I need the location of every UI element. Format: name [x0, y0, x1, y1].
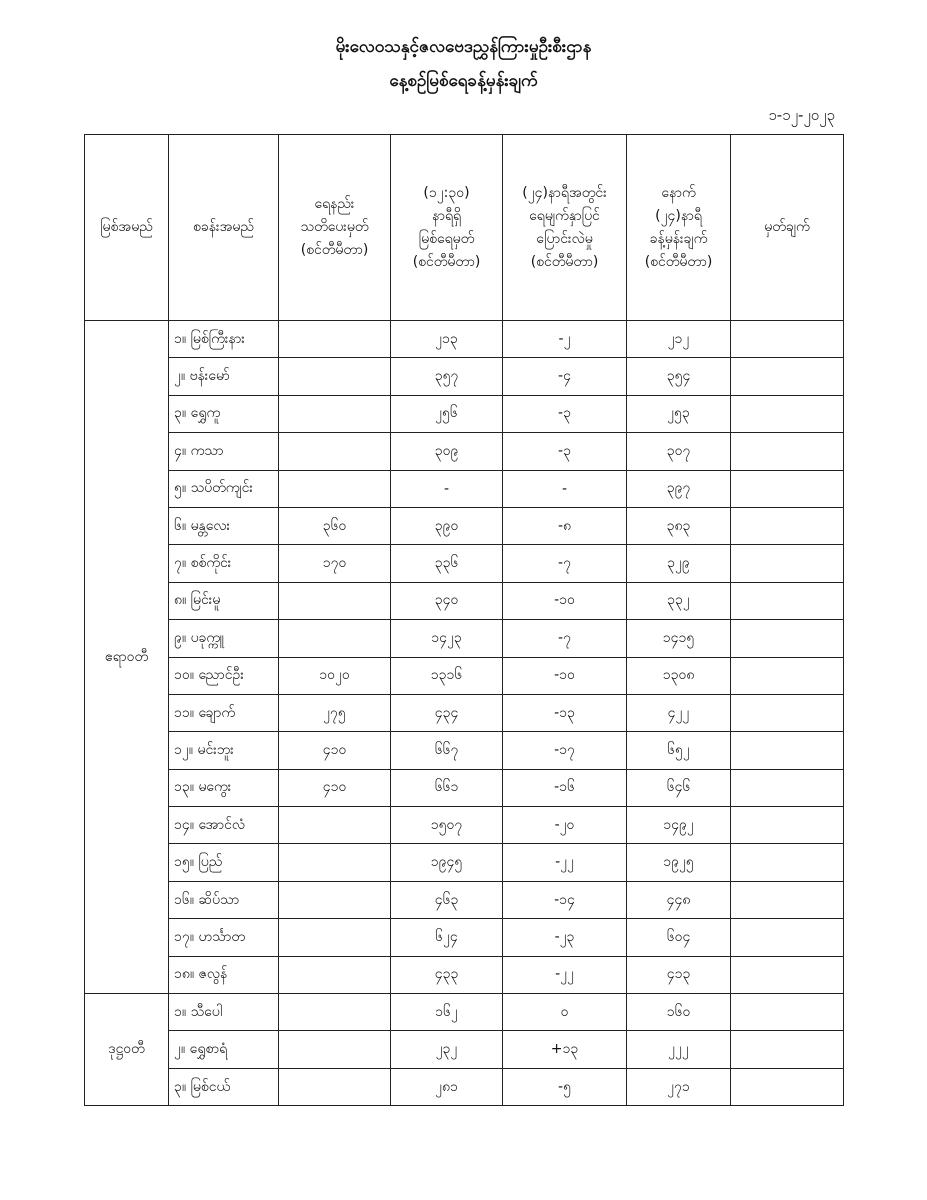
cell-warning: ၄၁၀ [279, 732, 391, 769]
cell-forecast: ၃၃၂ [627, 582, 731, 619]
table-row [85, 582, 844, 619]
cell-forecast: ၃၉၇ [627, 470, 731, 507]
table-row [85, 994, 844, 1031]
cell-level: ၆၆၁ [391, 769, 503, 806]
column-header [169, 135, 279, 321]
cell-station: ၂။ ဗန်းမော် [169, 358, 279, 395]
header-row [85, 135, 844, 321]
cell-change: -၁၀ [503, 657, 627, 694]
cell-warning [279, 994, 391, 1031]
cell-change: -၄ [503, 358, 627, 395]
column-header [503, 135, 627, 321]
cell-level: ၃၉၀ [391, 507, 503, 544]
cell-change: -၁၆ [503, 769, 627, 806]
cell-station: ၁၀။ ညောင်ဦး [169, 657, 279, 694]
cell-forecast: ၃၈၃ [627, 507, 731, 544]
cell-station: ၁။ သီပေါ [169, 994, 279, 1031]
cell-remark [731, 844, 844, 881]
table-row [85, 694, 844, 731]
cell-station: ၆။ မန္တလေး [169, 507, 279, 544]
cell-station: ၁၁။ ချောက် [169, 694, 279, 731]
cell-change: -၃ [503, 433, 627, 470]
cell-station: ၅။ သပိတ်ကျင်း [169, 470, 279, 507]
cell-change: - [503, 470, 627, 507]
cell-remark [731, 582, 844, 619]
cell-remark [731, 956, 844, 993]
cell-forecast: ၂၂၂ [627, 1031, 731, 1068]
cell-station: ၁၃။ မကွေး [169, 769, 279, 806]
cell-change: -၂၂ [503, 956, 627, 993]
column-header-line: ပြောင်းလဲမှု [536, 230, 593, 247]
cell-remark [731, 881, 844, 918]
cell-level: ၃၅၇ [391, 358, 503, 395]
column-header-line: နာရီရှိ [431, 207, 462, 224]
cell-station: ၄။ ကသာ [169, 433, 279, 470]
cell-change: -၁၄ [503, 881, 627, 918]
cell-level: ၃၃၆ [391, 545, 503, 582]
cell-station: ၁၇။ ဟင်္သာတ [169, 919, 279, 956]
cell-level: ၂၈၁ [391, 1068, 503, 1105]
cell-remark [731, 358, 844, 395]
column-header-line: မှတ်ချက် [764, 219, 810, 235]
cell-level: ၂၃၂ [391, 1031, 503, 1068]
cell-level: ၂၁၃ [391, 321, 503, 358]
column-header [391, 135, 503, 321]
river-level-table [84, 134, 844, 1106]
cell-change: -၃ [503, 395, 627, 432]
cell-warning [279, 321, 391, 358]
cell-forecast: ၁၄၉၂ [627, 807, 731, 844]
cell-forecast: ၁၄၁၅ [627, 620, 731, 657]
cell-warning [279, 1031, 391, 1068]
cell-change: -၁၀ [503, 582, 627, 619]
cell-change: -၁၃ [503, 694, 627, 731]
cell-remark [731, 470, 844, 507]
cell-remark [731, 769, 844, 806]
cell-change: -၈ [503, 507, 627, 544]
column-header-line: ရေနည်း [314, 196, 355, 212]
column-header-line: (စင်တီမီတာ) [644, 253, 713, 270]
cell-station: ၁၂။ မင်းဘူး [169, 732, 279, 769]
cell-warning: ၃၆၀ [279, 507, 391, 544]
table-row [85, 1068, 844, 1105]
cell-remark [731, 433, 844, 470]
cell-warning [279, 582, 391, 619]
river-name: ဧရာဝတီ [85, 321, 169, 994]
cell-change: +၁၃ [503, 1031, 627, 1068]
report-date: ၁-၁၂-၂၀၂၃ [768, 106, 835, 124]
cell-remark [731, 507, 844, 544]
cell-station: ၂။ ရွှေစာရံ [169, 1031, 279, 1068]
column-header-line: စခန်းအမည် [193, 219, 254, 235]
cell-forecast: ၃၂၉ [627, 545, 731, 582]
table-row [85, 956, 844, 993]
cell-remark [731, 321, 844, 358]
cell-level: - [391, 470, 503, 507]
cell-change: -၅ [503, 1068, 627, 1105]
document-title: မိုးလေဝသနှင့်ဇလဗေဒညွှန်ကြားမှုဦးစီးဌာန [335, 37, 592, 57]
cell-level: ၄၃၄ [391, 694, 503, 731]
cell-station: ၁၈။ ဇလွန် [169, 956, 279, 993]
cell-remark [731, 694, 844, 731]
cell-change: -၂၂ [503, 844, 627, 881]
column-header [85, 135, 169, 321]
document-subtitle: နေ့စဉ်မြစ်ရေခန့်မှန်းချက် [389, 71, 538, 91]
table-row [85, 1031, 844, 1068]
cell-station: ၇။ စစ်ကိုင်း [169, 545, 279, 582]
cell-station: ၈။ မြင်းမူ [169, 582, 279, 619]
cell-level: ၁၄၂၃ [391, 620, 503, 657]
cell-level: ၃၄၀ [391, 582, 503, 619]
cell-station: ၁၅။ ပြည် [169, 844, 279, 881]
river-name: ဒုဋ္ဌဝတီ [85, 994, 169, 1106]
table-row [85, 433, 844, 470]
table-row [85, 769, 844, 806]
cell-warning [279, 470, 391, 507]
cell-station: ၃။ မြစ်ငယ် [169, 1068, 279, 1105]
cell-level: ၁၆၂ [391, 994, 503, 1031]
cell-level: ၄၃၃ [391, 956, 503, 993]
cell-remark [731, 919, 844, 956]
column-header [627, 135, 731, 321]
cell-level: ၁၉၄၅ [391, 844, 503, 881]
cell-forecast: ၂၅၃ [627, 395, 731, 432]
cell-station: ၁။ မြစ်ကြီးနား [169, 321, 279, 358]
cell-remark [731, 657, 844, 694]
cell-warning [279, 358, 391, 395]
cell-station: ၁၄။ အောင်လံ [169, 807, 279, 844]
cell-level: ၂၅၆ [391, 395, 503, 432]
column-header-line: (စင်တီမီတာ) [300, 242, 369, 258]
cell-forecast: ၄၄၈ [627, 881, 731, 918]
cell-remark [731, 807, 844, 844]
cell-forecast: ၄၁၃ [627, 956, 731, 993]
table-row [85, 358, 844, 395]
column-header [731, 135, 844, 321]
column-header-line: ခန့်မှန်းချက် [649, 230, 708, 247]
cell-remark [731, 545, 844, 582]
column-header-line: သတိပေးမှတ် [300, 219, 369, 235]
cell-warning [279, 919, 391, 956]
column-header-line: နောက် [661, 184, 696, 201]
cell-remark [731, 395, 844, 432]
cell-level: ၃၀၉ [391, 433, 503, 470]
cell-warning [279, 844, 391, 881]
cell-level: ၁၅၀၇ [391, 807, 503, 844]
column-header-line: ရေမျက်နှာပြင် [529, 207, 600, 224]
table-row [85, 732, 844, 769]
cell-level: ၄၆၃ [391, 881, 503, 918]
column-header-line: မြစ်ရေမှတ် [418, 230, 475, 247]
cell-forecast: ၂၁၂ [627, 321, 731, 358]
column-header-line: မြစ်အမည် [100, 219, 153, 235]
cell-remark [731, 620, 844, 657]
cell-level: ၆၆၇ [391, 732, 503, 769]
cell-station: ၃။ ရွှေကူ [169, 395, 279, 432]
column-header [279, 135, 391, 321]
cell-station: ၁၆။ ဆိပ်သာ [169, 881, 279, 918]
cell-forecast: ၁၆၀ [627, 994, 731, 1031]
table-row [85, 470, 844, 507]
cell-forecast: ၁၃၀၈ [627, 657, 731, 694]
cell-warning [279, 956, 391, 993]
cell-forecast: ၆၀၄ [627, 919, 731, 956]
cell-change: -၂ [503, 321, 627, 358]
table-row [85, 919, 844, 956]
cell-change: -၇ [503, 545, 627, 582]
cell-forecast: ၄၂၂ [627, 694, 731, 731]
cell-remark [731, 994, 844, 1031]
cell-warning: ၂၇၅ [279, 694, 391, 731]
cell-forecast: ၆၄၆ [627, 769, 731, 806]
cell-level: ၆၂၄ [391, 919, 503, 956]
cell-forecast: ၁၉၂၅ [627, 844, 731, 881]
table-row [85, 395, 844, 432]
cell-warning [279, 1068, 391, 1105]
table-row [85, 807, 844, 844]
cell-warning: ၁၇၀ [279, 545, 391, 582]
column-header-line: (စင်တီမီတာ) [412, 253, 481, 270]
table-row [85, 321, 844, 358]
cell-station: ၉။ ပခုက္ကူ [169, 620, 279, 657]
cell-forecast: ၃၀၇ [627, 433, 731, 470]
cell-change: ၀ [503, 994, 627, 1031]
cell-warning [279, 433, 391, 470]
cell-change: -၂၃ [503, 919, 627, 956]
cell-level: ၁၃၁၆ [391, 657, 503, 694]
cell-warning: ၄၁၀ [279, 769, 391, 806]
cell-remark [731, 732, 844, 769]
cell-remark [731, 1068, 844, 1105]
cell-change: -၁၇ [503, 732, 627, 769]
cell-warning [279, 620, 391, 657]
cell-warning [279, 807, 391, 844]
cell-change: -၂၀ [503, 807, 627, 844]
column-header-line: (၂၄)နာရီအတွင်း [522, 184, 607, 201]
cell-warning [279, 881, 391, 918]
cell-forecast: ၆၅၂ [627, 732, 731, 769]
cell-change: -၇ [503, 620, 627, 657]
cell-remark [731, 1031, 844, 1068]
table-row [85, 844, 844, 881]
cell-forecast: ၃၅၄ [627, 358, 731, 395]
column-header-line: (၁၂:၃၀) [423, 184, 470, 201]
cell-warning [279, 395, 391, 432]
table-row [85, 507, 844, 544]
column-header-line: (၂၄)နာရီ [655, 207, 702, 224]
table-row [85, 657, 844, 694]
table-row [85, 620, 844, 657]
cell-warning: ၁၀၂၀ [279, 657, 391, 694]
cell-forecast: ၂၇၁ [627, 1068, 731, 1105]
column-header-line: (စင်တီမီတာ) [530, 253, 599, 270]
table-row [85, 545, 844, 582]
table-row [85, 881, 844, 918]
